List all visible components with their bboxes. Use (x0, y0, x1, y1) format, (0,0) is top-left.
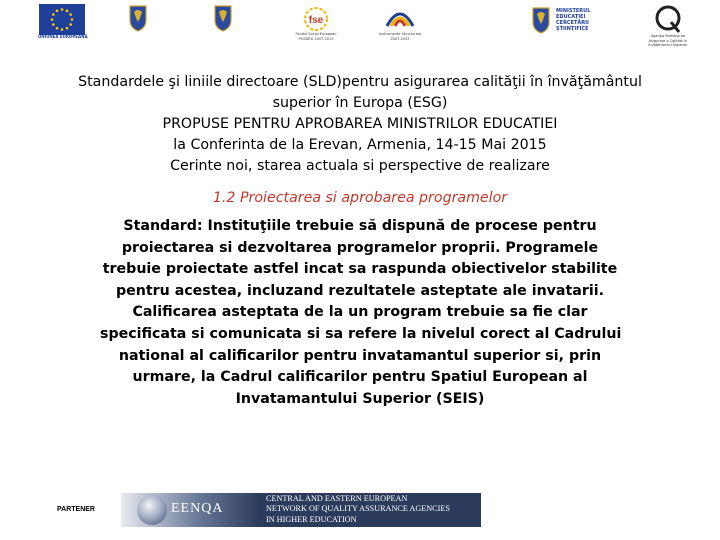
eu-star-icon (61, 28, 64, 31)
eu-star-icon (66, 10, 69, 13)
svg-text:fse: fse (308, 15, 324, 26)
aracis-caption-line-1: Agenția Română de (650, 34, 686, 38)
eu-star-icon (56, 10, 59, 13)
globe-icon (137, 495, 167, 525)
coat-of-arms-icon (127, 4, 149, 32)
government-crest-logo (118, 4, 158, 36)
partner-label: PARTENER (57, 506, 95, 513)
eu-star-icon (56, 27, 59, 30)
structural-instruments-icon (383, 4, 417, 32)
body-line: Invatamantului Superior (SEIS) (235, 390, 485, 407)
ministry-crest-logo-1 (203, 4, 243, 36)
eu-star-icon (61, 8, 64, 11)
ceenqa-banner (121, 493, 481, 527)
aracis-caption-line-2: Asigurare a Calității în (648, 38, 688, 43)
eu-caption: UNIUNEA EUROPEANĂ (38, 34, 88, 39)
fse-caption-line-2: POSDRU 2007-2013 (298, 36, 334, 41)
standard-body (100, 216, 620, 410)
eu-flag-icon (39, 4, 85, 35)
body-line: pentru acestea, incluzand rezultatele asteptate ale invatarii. (116, 282, 604, 299)
body-line: Calificarea asteptata de la un program trebuie sa fie clar (132, 304, 588, 321)
slide-title (60, 72, 660, 177)
body-line: specificata si comunicata si sa refere la nivelul corect al Cadrului (100, 325, 622, 342)
ceenqa-name (266, 494, 450, 525)
eu-star-icon (51, 18, 54, 21)
fse-logo (286, 4, 346, 41)
eu-star-icon (66, 27, 69, 30)
ceenqa-wordmark: EENQA (171, 501, 224, 516)
eu-star-icon (69, 13, 72, 16)
ceenqa-line: NETWORK OF QUALITY ASSURANCE AGENCIES (266, 504, 450, 514)
body-line: urmare, la Cadrul calificarilor pentru Spatiul European al (132, 369, 588, 386)
title-line: Standardele şi liniile directoare (SLD)pentru asigurarea calităţii în învăţământul (78, 74, 642, 90)
title-line: PROPUSE PENTRU APROBAREA MINISTRILOR EDUCATIEI (162, 116, 558, 132)
is-caption-line-2: 2007-2013 (390, 36, 410, 41)
body-line: national al calificarilor pentru invatamantul superior si, prin (118, 347, 602, 364)
title-line: Cerinte noi, starea actuala si perspective de realizare (170, 158, 550, 174)
title-line: la Conferinta de la Erevan, Armenia, 14-15 Mai 2015 (173, 137, 547, 153)
fse-icon (303, 6, 329, 32)
eu-star-icon (52, 23, 55, 26)
is-caption-line-1: Instrumente Structurale (379, 32, 421, 36)
coat-of-arms-icon (530, 6, 552, 34)
ministry-caption-line-3: CERCETĂRII (556, 20, 589, 26)
structural-instruments-logo (370, 4, 430, 41)
ceenqa-line: IN HIGHER EDUCATION (266, 514, 357, 524)
title-line: superior în Europa (ESG) (272, 95, 448, 111)
eu-star-icon (52, 13, 55, 16)
ceenqa-line: CENTRAL AND EASTERN EUROPEAN (266, 494, 408, 503)
aracis-q-icon (653, 4, 683, 34)
ministry-caption-line-2: EDUCAȚIEI (556, 14, 586, 20)
aracis-caption-line-3: Învățământul Superior (648, 43, 688, 47)
body-line: Standard: Instituţiile trebuie să dispună de procese pentru (123, 218, 597, 234)
aracis-logo (638, 4, 698, 48)
coat-of-arms-icon (212, 4, 234, 32)
eu-star-icon (69, 23, 72, 26)
section-subtitle: 1.2 Proiectarea si aprobarea programelor (212, 190, 508, 206)
body-line: trebuie proiectate astfel incat sa raspunda obiectivelor stabilite (102, 261, 618, 278)
ceenqa-banner-left (121, 493, 259, 527)
ministry-caption-line-4: ȘTIINȚIFICE (556, 26, 589, 32)
eu-logo (38, 4, 86, 40)
ministry-caption-line-1: MINISTERUL (556, 8, 591, 14)
eu-star-icon (71, 18, 74, 21)
fse-caption-line-1: Fondul Social European (295, 32, 337, 36)
body-line: proiectarea si dezvoltarea programelor proprii. Programele (121, 239, 599, 256)
